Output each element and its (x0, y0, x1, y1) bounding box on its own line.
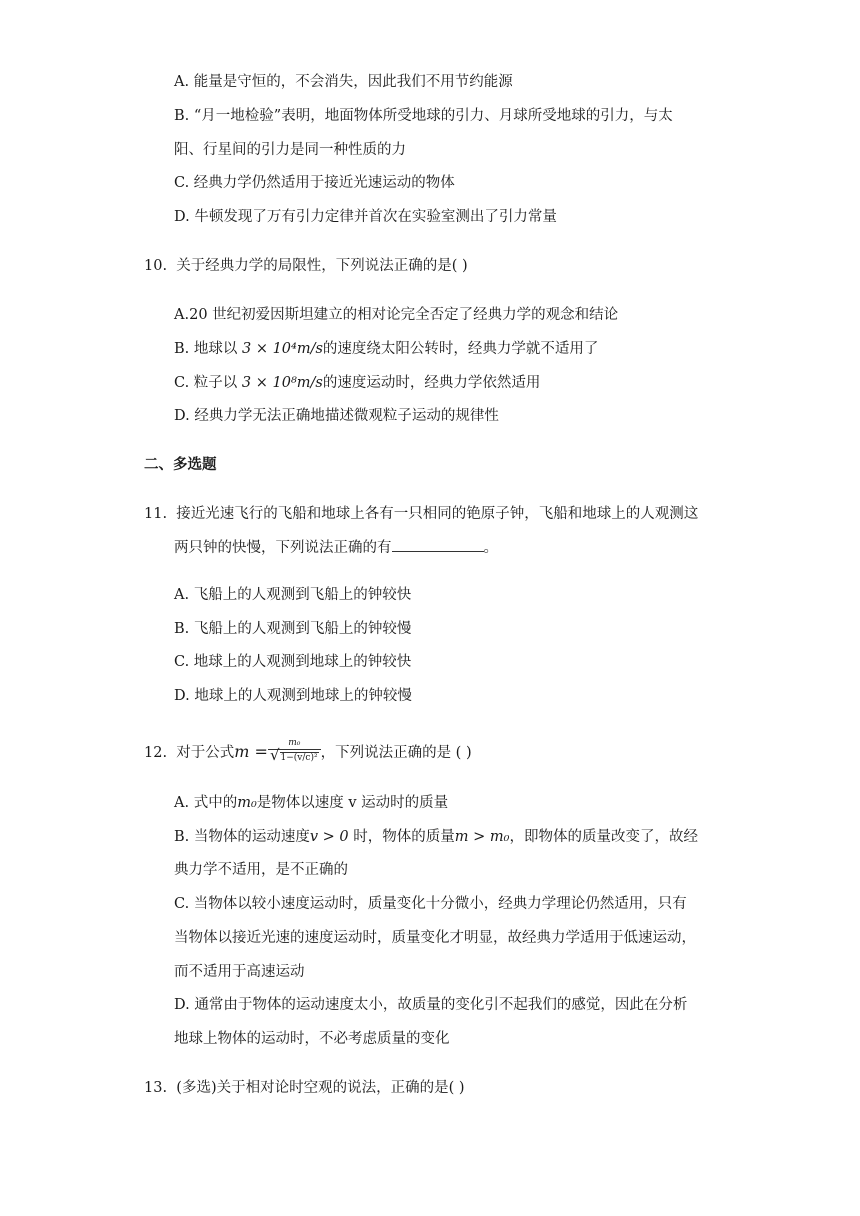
formula-fraction: $\frac{\text{m₀}}{\text{√1−(v/c)²}}$ (268, 738, 321, 764)
q9-option-d: D. 牛顿发现了万有引力定律并首次在实验室测出了引力常量 (174, 209, 557, 225)
q12-option-c-cont1: 当物体以接近光速的速度运动时，质量变化才明显，故经典力学适用于低速运动， (174, 930, 696, 946)
q12-option-c-cont2: 而不适用于高速运动 (174, 964, 305, 980)
q10-option-b: B. 地球以 3 × 10⁴m/s的速度绕太阳公转时，经典力学就不适用了 (174, 341, 599, 357)
q11-option-d: D. 地球上的人观测到地球上的钟较慢 (174, 688, 412, 704)
q10-stem: 10. 关于经典力学的局限性，下列说法正确的是( ) (144, 258, 468, 274)
q9-option-b-cont: 阳、行星间的引力是同一种性质的力 (174, 142, 406, 158)
answer-blank[interactable] (392, 537, 484, 552)
q12-stem: 12. 对于公式m = $\frac{\text{m₀}}{\text{√1−(v/c)²}}$ ，下列说法正确的是 ( ) (144, 738, 472, 764)
q12-option-d-cont: 地球上物体的运动时，不必考虑质量的变化 (174, 1031, 450, 1047)
q9-option-c: C. 经典力学仍然适用于接近光速运动的物体 (174, 175, 455, 191)
section-heading: 二、多选题 (144, 456, 217, 473)
q12-option-a: A. 式中的m₀是物体以速度 v 运动时的质量 (174, 795, 449, 811)
q10-option-a: A.20 世纪初爱因斯坦建立的相对论完全否定了经典力学的观念和结论 (174, 307, 619, 323)
q11-option-b: B. 飞船上的人观测到飞船上的钟较慢 (174, 621, 412, 637)
q11-option-a: A. 飞船上的人观测到飞船上的钟较快 (174, 587, 412, 603)
q11-stem-cont: 两只钟的快慢，下列说法正确的有 。 (174, 537, 498, 558)
q13-stem: 13. (多选)关于相对论时空观的说法，正确的是( ) (144, 1080, 465, 1096)
q12-option-b: B. 当物体的运动速度v > 0 时，物体的质量m > m₀，即物体的质量改变了，故经 (174, 829, 698, 845)
q9-option-b: B. “月一地检验”表明，地面物体所受地球的引力、月球所受地球的引力，与太 (174, 108, 673, 124)
q11-stem: 11. 接近光速飞行的飞船和地球上各有一只相同的铯原子钟，飞船和地球上的人观测这 (144, 506, 699, 522)
q12-option-b-cont: 典力学不适用，是不正确的 (174, 862, 348, 878)
q12-option-c: C. 当物体以较小速度运动时，质量变化十分微小，经典力学理论仍然适用，只有 (174, 896, 687, 912)
q9-option-a: A. 能量是守恒的，不会消失，因此我们不用节约能源 (174, 74, 513, 90)
q10-option-c: C. 粒子以 3 × 10⁸m/s的速度运动时，经典力学依然适用 (174, 375, 541, 391)
formula-lhs: m = (234, 742, 268, 761)
q10-option-d: D. 经典力学无法正确地描述微观粒子运动的规律性 (174, 408, 499, 424)
q11-option-c: C. 地球上的人观测到地球上的钟较快 (174, 654, 412, 670)
q12-option-d: D. 通常由于物体的运动速度太小，故质量的变化引不起我们的感觉，因此在分析 (174, 997, 688, 1013)
